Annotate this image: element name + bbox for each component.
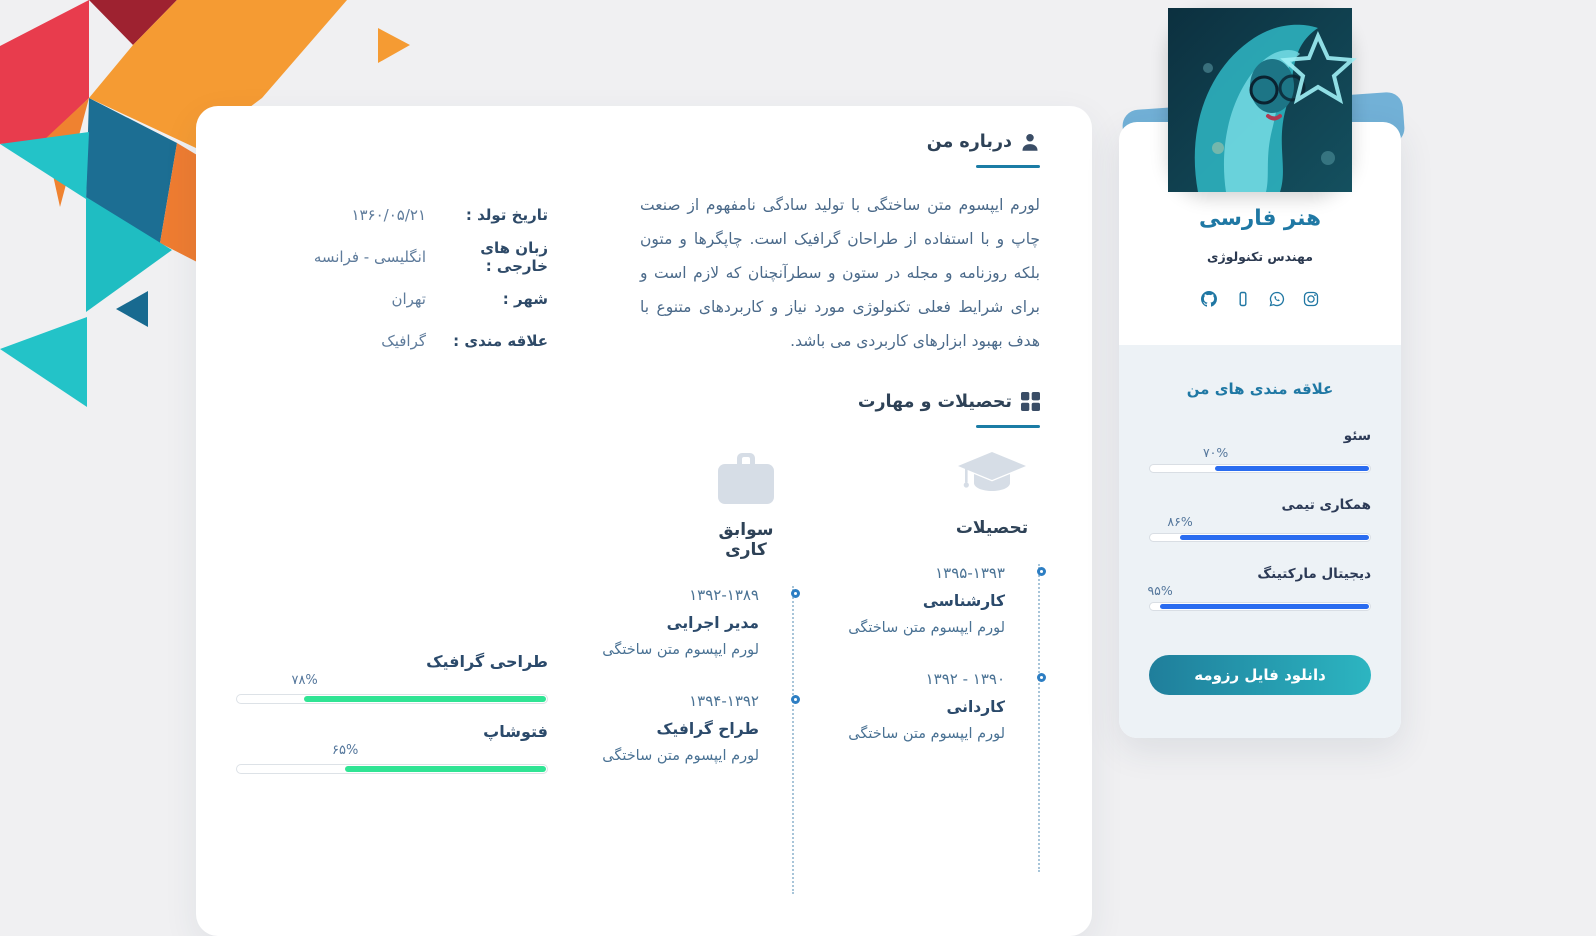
interest-progress-bar bbox=[1149, 464, 1371, 473]
timeline-title: طراح گرافیک bbox=[656, 720, 759, 738]
work-header bbox=[698, 452, 794, 560]
skill-label: فتوشاپ bbox=[483, 722, 548, 741]
skill-progress-bar bbox=[236, 764, 548, 774]
interest-progress-bar bbox=[1149, 602, 1371, 611]
detail-label: تاریخ تولد : bbox=[465, 206, 548, 224]
skill-progress-bar bbox=[236, 694, 548, 704]
avatar bbox=[1168, 8, 1352, 192]
interest-percent: ۸۶% bbox=[1167, 514, 1193, 529]
timeline-marker bbox=[791, 695, 800, 704]
interest-label: همکاری تیمی bbox=[1281, 497, 1371, 513]
work-column bbox=[564, 452, 794, 894]
whatsapp-icon[interactable] bbox=[1269, 291, 1285, 307]
phone-icon[interactable] bbox=[1235, 291, 1251, 307]
detail-row bbox=[236, 194, 548, 236]
timeline-desc: لورم ایپسوم متن ساختگی bbox=[848, 726, 1005, 742]
user-icon bbox=[1020, 132, 1040, 152]
grid-icon bbox=[1020, 392, 1040, 412]
profile-name: هنر فارسی bbox=[1199, 206, 1321, 231]
about-content bbox=[236, 188, 1040, 362]
detail-label: علاقه مندی : bbox=[453, 332, 548, 350]
timeline-item bbox=[810, 564, 1005, 636]
detail-label: شهر : bbox=[502, 290, 548, 308]
timeline-title: کارشناسی bbox=[922, 592, 1005, 610]
detail-value: ۱۳۶۰/۰۵/۲۱ bbox=[351, 206, 426, 224]
education-skills-columns bbox=[236, 452, 1040, 894]
interest-progress-fill bbox=[1160, 604, 1369, 609]
timeline-marker bbox=[1037, 567, 1046, 576]
section-underline bbox=[976, 425, 1040, 428]
education-column bbox=[810, 452, 1040, 894]
timeline-item bbox=[564, 586, 759, 658]
timeline-date: ۱۳۹۴-۱۳۹۲ bbox=[689, 692, 759, 710]
timeline-desc: لورم ایپسوم متن ساختگی bbox=[602, 642, 759, 658]
detail-value: انگلیسی - فرانسه bbox=[313, 248, 426, 266]
about-paragraph: لورم ایپسوم متن ساختگی با تولید سادگی نامفهوم از صنعت چاپ و با استفاده از طراحان گرافیک است. چاپگرها و متون بلکه روزنامه و مجله در ستون و سطرآنچنان که لازم است و برای شرایط فعلی تکنولوژی مورد نیاز و کاربردهای متنوع با هدف بهبود ابزارهای کاربردی می باشد. bbox=[640, 196, 1040, 350]
timeline-title: مدیر اجرایی bbox=[666, 614, 759, 632]
education-skills-title: تحصیلات و مهارت bbox=[857, 392, 1012, 412]
resume-main-card bbox=[196, 106, 1092, 936]
interest-row bbox=[1149, 566, 1371, 611]
instagram-icon[interactable] bbox=[1303, 291, 1319, 307]
skill-row bbox=[236, 652, 548, 704]
detail-row bbox=[236, 236, 548, 278]
education-timeline bbox=[810, 564, 1040, 872]
work-timeline bbox=[564, 586, 794, 894]
timeline-date: ۱۳۹۵-۱۳۹۳ bbox=[935, 564, 1005, 582]
interests-panel bbox=[1119, 345, 1401, 738]
about-section-header bbox=[236, 132, 1040, 152]
education-heading: تحصیلات bbox=[955, 518, 1029, 538]
interest-percent: ۹۵% bbox=[1147, 583, 1173, 598]
timeline-desc: لورم ایپسوم متن ساختگی bbox=[848, 620, 1005, 636]
timeline-title: کاردانی bbox=[946, 698, 1005, 716]
interest-label: سئو bbox=[1343, 428, 1371, 444]
interest-row bbox=[1149, 428, 1371, 473]
profile-card bbox=[1119, 122, 1401, 738]
detail-value: گرافیک bbox=[381, 332, 426, 350]
github-icon[interactable] bbox=[1201, 291, 1217, 307]
timeline-date: ۱۳۹۲ - ۱۳۹۰ bbox=[925, 670, 1005, 688]
detail-row bbox=[236, 320, 548, 362]
section-underline bbox=[976, 165, 1040, 168]
briefcase-icon bbox=[718, 452, 774, 508]
skill-percent: ۶۵% bbox=[332, 743, 359, 758]
timeline-marker bbox=[791, 589, 800, 598]
skill-label: طراحی گرافیک bbox=[426, 652, 548, 671]
interest-progress-fill bbox=[1215, 466, 1369, 471]
interest-progress-bar bbox=[1149, 533, 1371, 542]
personal-details bbox=[236, 194, 548, 362]
timeline-item bbox=[564, 692, 759, 764]
skill-progress-fill bbox=[304, 696, 546, 702]
interest-label: دیجیتال مارکتینگ bbox=[1257, 566, 1371, 582]
skill-percent: ۷۸% bbox=[291, 673, 318, 688]
graduation-cap-icon bbox=[958, 452, 1026, 506]
social-links bbox=[1119, 291, 1401, 307]
timeline-date: ۱۳۹۲-۱۳۸۹ bbox=[689, 586, 759, 604]
download-resume-button[interactable]: دانلود فایل رزومه bbox=[1149, 655, 1371, 695]
detail-value: تهران bbox=[391, 290, 426, 308]
detail-row bbox=[236, 278, 548, 320]
timeline-item bbox=[810, 670, 1005, 742]
timeline-desc: لورم ایپسوم متن ساختگی bbox=[602, 748, 759, 764]
work-heading: سوابق کاری bbox=[718, 520, 774, 560]
skill-progress-fill bbox=[345, 766, 547, 772]
interest-percent: ۷۰% bbox=[1202, 445, 1229, 460]
timeline-marker bbox=[1037, 673, 1046, 682]
education-skills-section-header bbox=[236, 392, 1040, 412]
interest-progress-fill bbox=[1180, 535, 1369, 540]
main-skills-column bbox=[236, 652, 548, 894]
profile-job-title: مهندس تکنولوژی bbox=[1207, 249, 1313, 264]
education-header bbox=[944, 452, 1040, 538]
interests-title: علاقه مندی های من bbox=[1186, 380, 1334, 398]
detail-label: زبان های خارجی : bbox=[480, 239, 548, 275]
interest-row bbox=[1149, 497, 1371, 542]
about-title: درباره من bbox=[926, 132, 1012, 152]
skill-row bbox=[236, 722, 548, 774]
